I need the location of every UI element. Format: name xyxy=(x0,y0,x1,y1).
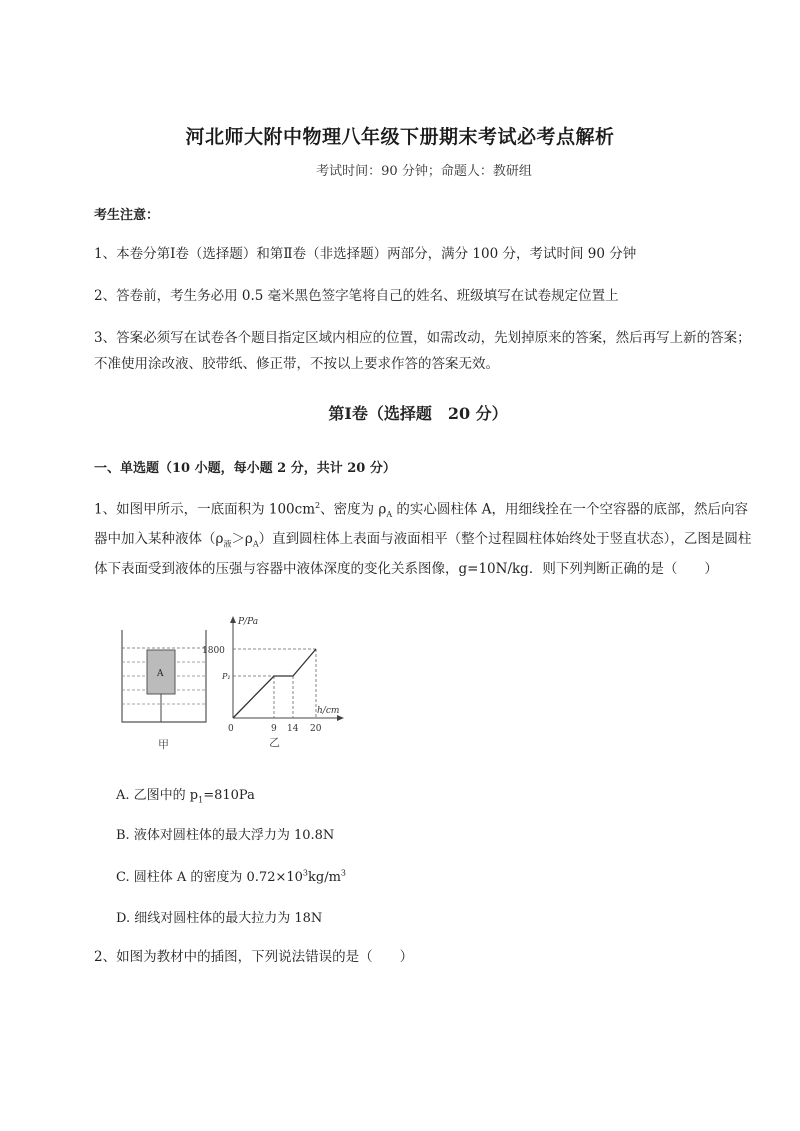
pressure-curve xyxy=(233,649,316,718)
x-tick-20: 20 xyxy=(310,724,322,734)
option-b[interactable]: B. 液体对圆柱体的最大浮力为 10.8N xyxy=(116,828,335,843)
exam-info: 考试时间：90 分钟；命题人：教研组 xyxy=(316,164,532,179)
notice-item-3: 3、答案必须写在试卷各个题目指定区域内相应的位置，如需改动，先划掉原来的答案，然后再写上新的答案；不准使用涂改液、胶带纸、修正带，不按以上要求作答的答案无效。 xyxy=(94,330,751,372)
origin-label: 0 xyxy=(228,724,234,734)
subsection-title: 一、单选题（10 小题，每小题 2 分，共计 20 分） xyxy=(94,461,396,476)
y-tick-p1: P₁ xyxy=(222,672,231,681)
notice-label: 考生注意： xyxy=(94,208,160,223)
question-2-stem: 2、如图为教材中的插图，下列说法错误的是（ ） xyxy=(94,949,414,965)
cylinder-label: A xyxy=(157,669,164,679)
y-axis-label: P/Pa xyxy=(238,617,259,627)
question-1-stem: 1、如图甲所示，一底面积为 $100cm^2$、密度为 $\rho_A$ 的实心圆柱体 A，用细线拴在一个空容器的底部，然后向容器中加入某种液体$(\rho_液>\rho_A)$直到圆柱体上表面与液面相平（整个过程圆柱体始终处于竖直状态），乙图是圆柱体下表面受到液体的压强与容器中液体深度的变化关系图像，g=10N/kg．则下列判断正确的是（ ） xyxy=(94,501,752,577)
pressure-graph xyxy=(202,616,344,749)
y-tick-1800: 1800 xyxy=(202,646,225,656)
x-tick-14: 14 xyxy=(287,724,299,734)
x-axis-label: h/cm xyxy=(317,706,340,716)
figure-left-caption: 甲 xyxy=(158,738,169,751)
notice-item-2: 2、答卷前，考生务必用 0.5 毫米黑色签字笔将自己的姓名、班级填写在试卷规定位置上 xyxy=(94,288,619,304)
x-tick-9: 9 xyxy=(271,724,277,734)
question-1-figure xyxy=(112,612,362,762)
container-diagram xyxy=(122,630,206,751)
notice-item-1: 1、本卷分第Ⅰ卷（选择题）和第Ⅱ卷（非选择题）两部分，满分 100 分，考试时间 90 分钟 xyxy=(94,246,637,262)
section-title: 第Ⅰ卷（选择题 20 分） xyxy=(328,404,508,423)
figure-svg xyxy=(112,612,362,762)
option-a[interactable]: A. 乙图中的 $p_1=810Pa$ xyxy=(116,788,255,805)
page-title: 河北师大附中物理八年级下册期末考试必考点解析 xyxy=(185,126,615,148)
figure-right-caption: 乙 xyxy=(269,736,280,749)
option-c[interactable]: C. 圆柱体 A 的密度为 $0.72\times 10^3kg/m^3$ xyxy=(116,868,347,885)
option-d[interactable]: D. 细线对圆柱体的最大拉力为 18N xyxy=(116,911,323,926)
